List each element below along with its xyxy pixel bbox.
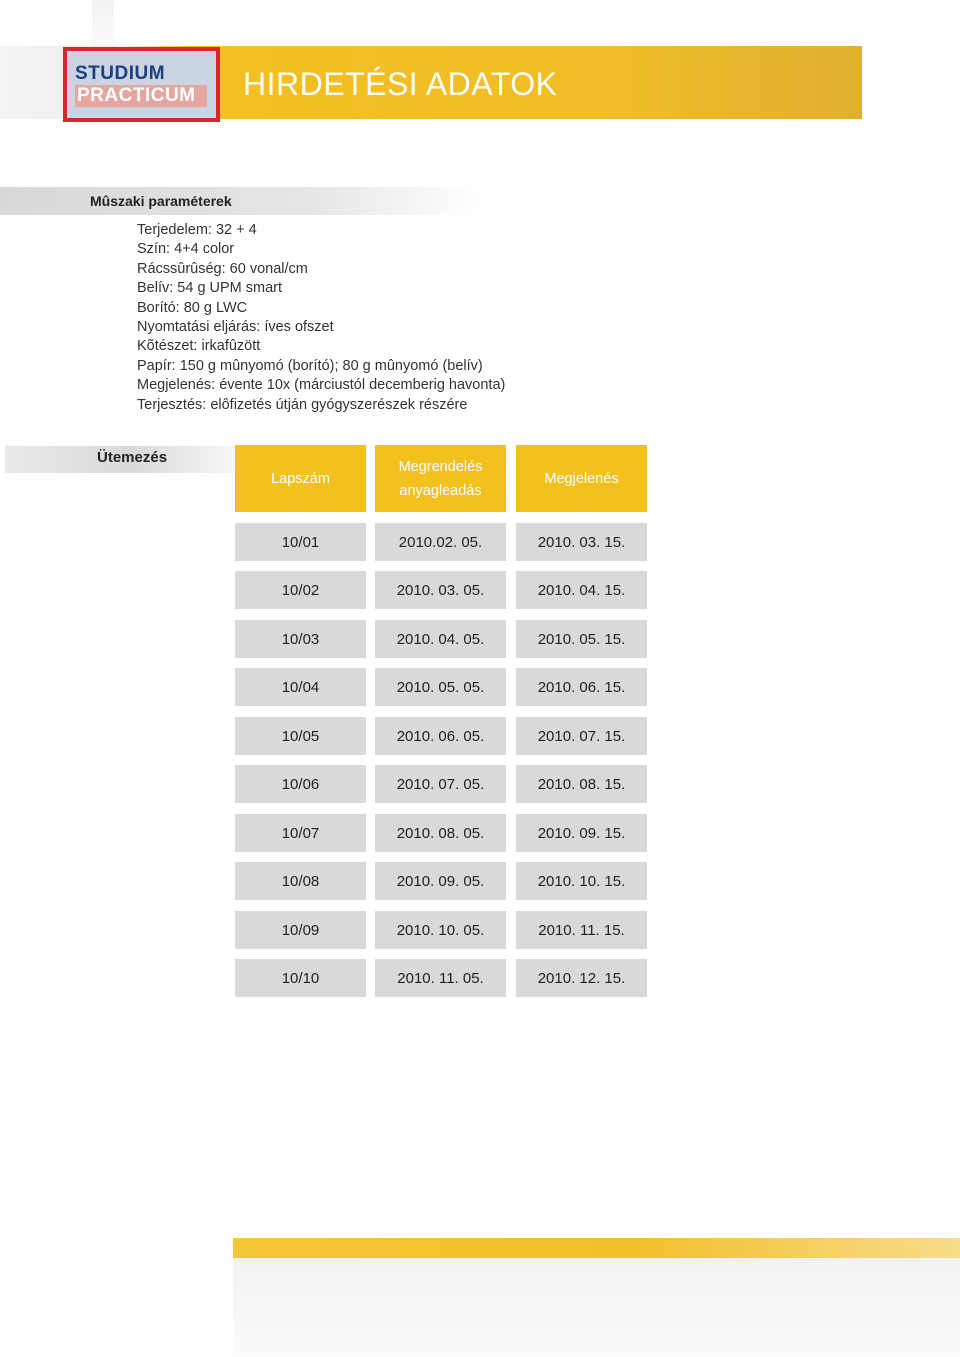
cell-publication-date: 2010. 11. 15.	[516, 911, 647, 949]
param-line: Kõtészet: irkafûzött	[137, 338, 261, 355]
cell-publication-date: 2010. 08. 15.	[516, 765, 647, 803]
cell-issue: 10/02	[235, 571, 366, 609]
param-line: Belív: 54 g UPM smart	[137, 280, 283, 297]
cell-order-date: 2010. 10. 05.	[375, 911, 506, 949]
cell-publication-date: 2010. 06. 15.	[516, 668, 647, 706]
logo	[63, 47, 220, 122]
logo-text-bottom: PRACTICUM	[75, 85, 207, 107]
param-line: Szín: 4+4 color	[137, 241, 235, 258]
cell-issue: 10/08	[235, 862, 366, 900]
top-decor-stripe	[92, 0, 114, 46]
param-line: Terjesztés: elôfizetés útján gyógyszerészek részére	[137, 396, 468, 413]
param-line: Terjedelem: 32 + 4	[137, 222, 257, 238]
cell-issue: 10/06	[235, 765, 366, 803]
tech-params-list	[137, 221, 505, 415]
page-title: HIRDETÉSI ADATOK	[243, 66, 558, 102]
cell-order-date: 2010.02. 05.	[375, 523, 506, 561]
cell-publication-date: 2010. 05. 15.	[516, 620, 647, 658]
param-line: Megjelenés: évente 10x (márciustól decemberig havonta)	[137, 377, 506, 394]
cell-publication-date: 2010. 12. 15.	[516, 959, 647, 997]
cell-order-date: 2010. 05. 05.	[375, 668, 506, 706]
cell-order-date: 2010. 09. 05.	[375, 862, 506, 900]
cell-order-date: 2010. 07. 05.	[375, 765, 506, 803]
column-header-issue	[235, 445, 366, 512]
param-line: Papír: 150 g mûnyomó (borító); 80 g mûnyomó (belív)	[137, 357, 483, 374]
logo-text-top: STUDIUM	[75, 62, 166, 84]
cell-publication-date: 2010. 03. 15.	[516, 523, 647, 561]
cell-order-date: 2010. 03. 05.	[375, 571, 506, 609]
tech-params-heading: Mûszaki paraméterek	[90, 193, 232, 209]
column-header-label: Megjelenés	[544, 470, 619, 487]
tech-params-heading-bar	[0, 187, 480, 215]
cell-publication-date: 2010. 07. 15.	[516, 717, 647, 755]
cell-issue: 10/10	[235, 959, 366, 997]
cell-publication-date: 2010. 09. 15.	[516, 814, 647, 852]
column-header-label: Lapszám	[271, 470, 330, 487]
param-line: Rácssûrûség: 60 vonal/cm	[137, 260, 308, 277]
cell-issue: 10/09	[235, 911, 366, 949]
cell-issue: 10/07	[235, 814, 366, 852]
cell-publication-date: 2010. 10. 15.	[516, 862, 647, 900]
cell-issue: 10/04	[235, 668, 366, 706]
cell-issue: 10/05	[235, 717, 366, 755]
schedule-heading: Ütemezés	[97, 449, 168, 466]
footer-bar	[233, 1238, 960, 1258]
cell-publication-date: 2010. 04. 15.	[516, 571, 647, 609]
footer-panel	[233, 1258, 960, 1357]
cell-order-date: 2010. 08. 05.	[375, 814, 506, 852]
cell-issue: 10/03	[235, 620, 366, 658]
param-line: Borító: 80 g LWC	[137, 299, 248, 316]
cell-issue: 10/01	[235, 523, 366, 561]
cell-order-date: 2010. 06. 05.	[375, 717, 506, 755]
column-header-label: Megrendelés	[398, 458, 483, 475]
param-line: Nyomtatási eljárás: íves ofszet	[137, 319, 334, 336]
column-header-label: anyagleadás	[399, 482, 482, 499]
cell-order-date: 2010. 11. 05.	[375, 959, 506, 997]
column-header-publication	[516, 445, 647, 512]
column-header-order	[375, 445, 506, 512]
cell-order-date: 2010. 04. 05.	[375, 620, 506, 658]
